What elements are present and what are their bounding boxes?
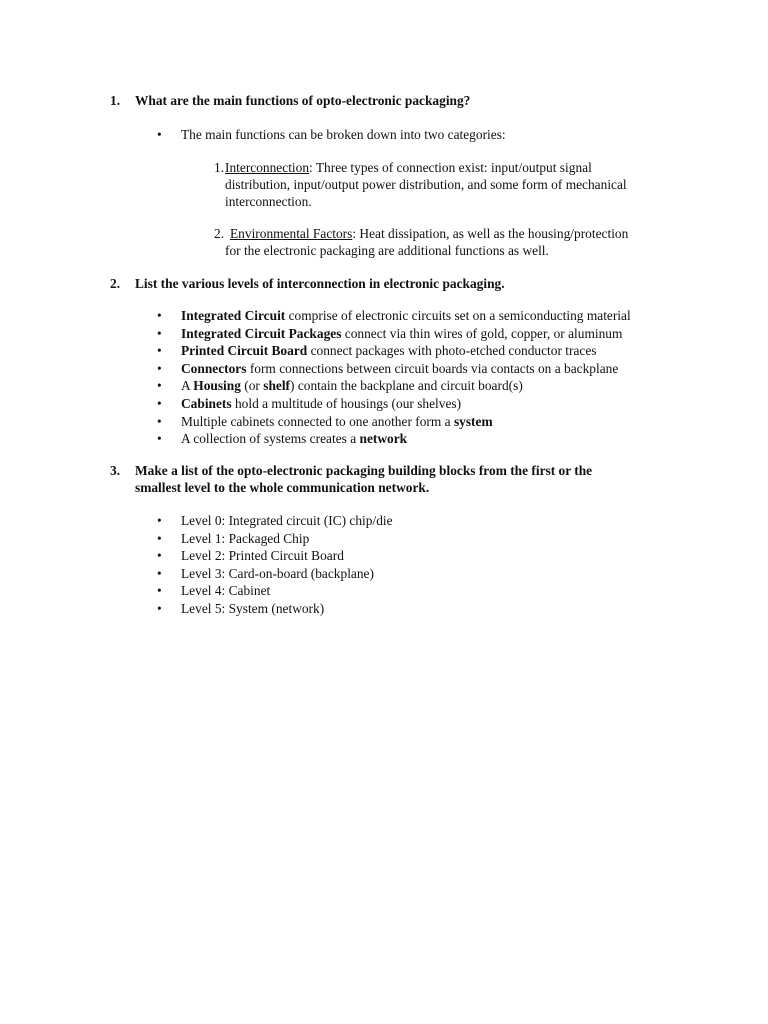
list-item: • Multiple cabinets connected to one another form a system	[157, 413, 493, 429]
list-item: • A collection of systems creates a network	[157, 431, 408, 447]
question-2-text: List the various levels of interconnection in electronic packaging.	[135, 276, 505, 291]
list-item: • Level 2: Printed Circuit Board	[157, 548, 344, 564]
list-item: • A Housing (or shelf) contain the backplane and circuit board(s)	[157, 378, 523, 394]
term-interconnection: Interconnection	[225, 160, 310, 175]
question-1-text: What are the main functions of opto-electronic packaging?	[135, 93, 471, 108]
list-item: • Level 5: System (network)	[157, 600, 325, 616]
list-item: • Printed Circuit Board connect packages with photo-etched conductor traces	[157, 343, 597, 359]
list-item: • The main functions can be broken down into two categories:	[157, 127, 506, 142]
question-3-bullets	[157, 512, 393, 618]
question-3-number: 3.	[110, 463, 121, 478]
list-item: • Level 3: Card-on-board (backplane)	[157, 565, 374, 581]
bullet-icon: •	[157, 127, 162, 142]
list-item: • Connectors form connections between circuit boards via contacts on a backplane	[157, 360, 619, 376]
list-item: • Level 4: Cabinet	[157, 583, 271, 599]
list-item: • Level 0: Integrated circuit (IC) chip/die	[157, 513, 393, 528]
question-1-bullets	[157, 126, 506, 144]
question-2-bullets	[157, 307, 631, 448]
document-page: 1. What are the main functions of opto-electronic packaging? • The main functions can be broken down into two categories: 1. Interconnection: Three types of connection exist: input/output signal distribution, input/output power distribution, and some form of mechanical interconnection. 2. Environmental Factors: Heat dissipation, as well as the housing/protection for the electronic packaging are additional functions as well. 2. List the various levels of interconnection in electronic packaging. • Integrated Circuit comprise of electronic circuits set on a semiconducting material • Integrated Circuit Packages connect via thin wires of gold, copper, or aluminum • Printed Circuit Board connect packages with photo-etched conductor traces • Connectors form connections between circuit boards via contacts on a backplane • A Housing (or shelf) contain the backplane and circuit board(s) • Cabinets hold a multitude of housings (our shelves) • Multiple cabinets connected to one another form a system • A collection of systems creates a network 3. Make a list of the opto-electronic packaging building blocks from the first or the smallest level to the whole communication network. • Level 0: Integrated circuit (IC) chip/die • Level 1: Packaged Chip • Level 2: Printed Circuit Board • Level 3: Card-on-board (backplane) • Level 4: Cabinet • Level 5: System (network)	[110, 93, 631, 616]
list-item: • Integrated Circuit comprise of electronic circuits set on a semiconducting material	[157, 308, 631, 323]
list-item: • Level 1: Packaged Chip	[157, 530, 310, 546]
question-3-text-line-1: Make a list of the opto-electronic packaging building blocks from the first or the	[135, 463, 593, 478]
question-2-number: 2.	[110, 276, 121, 291]
question-1-number: 1.	[110, 93, 121, 108]
list-item: • Integrated Circuit Packages connect via thin wires of gold, copper, or aluminum	[157, 325, 623, 341]
term-environmental-factors: Environmental Factors	[230, 226, 353, 241]
list-item: • Cabinets hold a multitude of housings (our shelves)	[157, 395, 462, 411]
question-3-text-line-2: smallest level to the whole communication network.	[135, 480, 430, 495]
